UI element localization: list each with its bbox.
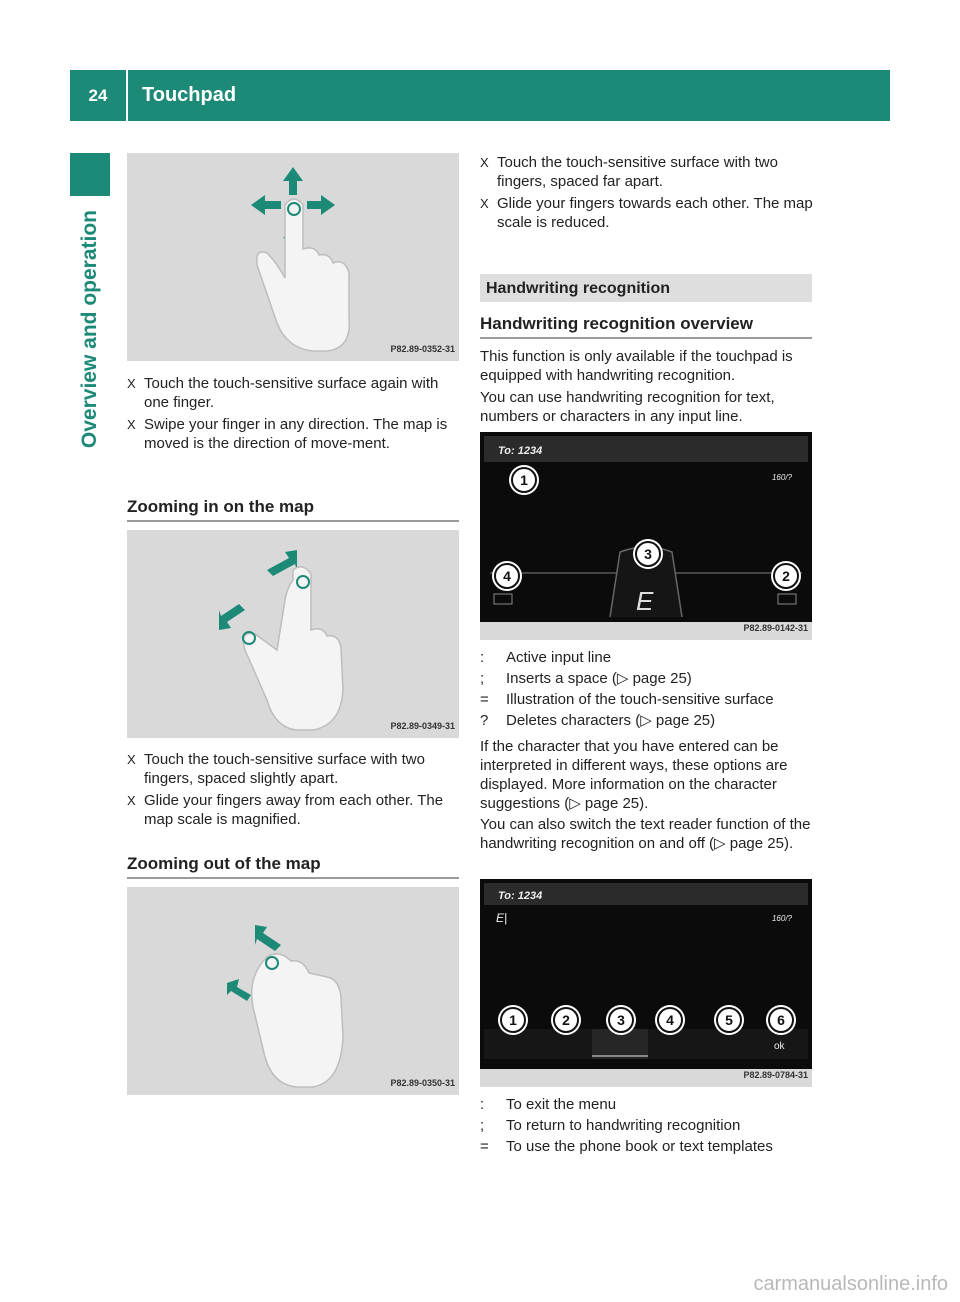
heading-rule <box>127 520 459 522</box>
step-marker: X <box>127 752 136 767</box>
page-header <box>70 70 890 121</box>
legend-marker: : <box>480 1096 485 1113</box>
figure-code: P82.89-0349-31 <box>390 721 455 731</box>
header-divider <box>126 70 128 121</box>
instruction-step <box>127 750 467 788</box>
legend-text: To use the phone book or text templates <box>506 1138 773 1155</box>
callout-4: 4 <box>657 1007 683 1033</box>
spread-fingers-hand-icon <box>127 530 459 738</box>
instruction-step <box>480 153 820 191</box>
legend-item <box>480 1137 820 1156</box>
page-number: 24 <box>88 85 108 105</box>
menu-ok-label: ok <box>774 1041 785 1052</box>
legend-text: To return to handwriting recognition <box>506 1117 741 1134</box>
footer-watermark: carmanualsonline.info <box>753 1273 948 1295</box>
swipe-gesture-illustration <box>127 153 459 361</box>
callout-4: 4 <box>494 563 520 589</box>
legend-marker: ? <box>480 712 489 729</box>
step-marker: X <box>480 155 489 170</box>
step-text: Glide your fingers towards each other. The map scale is reduced. <box>497 195 813 231</box>
zoom-out-gesture-illustration <box>127 887 459 1095</box>
page-title: Touchpad <box>142 84 237 106</box>
section-title-text: Handwriting recognition <box>486 280 670 297</box>
subheading: Handwriting recognition overview <box>480 314 753 333</box>
char-counter: 160/? <box>771 473 792 482</box>
callout-2: 2 <box>553 1007 579 1033</box>
input-line-content: E| <box>496 911 508 925</box>
legend-item <box>480 648 820 667</box>
legend-text: Active input line <box>506 649 612 666</box>
legend-item <box>480 690 820 709</box>
paragraph: This function is only available if the touchpad is equipped with handwriting recognition. <box>480 348 793 384</box>
callout-1: 1 <box>500 1007 526 1033</box>
swipe-hand-icon <box>127 153 459 361</box>
touch-surface-graphic <box>480 432 812 622</box>
side-tab-marker <box>70 153 110 196</box>
paragraph: You can use handwriting recognition for text, numbers or characters in any input line. <box>480 389 775 425</box>
instruction-step <box>127 415 467 453</box>
heading-zoom-out: Zooming out of the map <box>127 854 321 873</box>
figure-code: P82.89-0352-31 <box>390 344 455 354</box>
figure-code: P82.89-0350-31 <box>390 1078 455 1088</box>
figure-code: P82.89-0142-31 <box>743 623 808 633</box>
legend-marker: : <box>480 649 485 666</box>
side-tab-label: Overview and operation <box>78 210 101 449</box>
step-text: Touch the touch-sensitive surface again with one finger. <box>144 375 439 411</box>
callout-2: 2 <box>773 563 799 589</box>
instruction-step <box>127 791 467 829</box>
callout-1: 1 <box>511 467 537 493</box>
section-title <box>480 274 812 302</box>
step-text: Swipe your finger in any direction. The map is moved is the direction of move-ment. <box>144 416 448 452</box>
step-marker: X <box>127 376 136 391</box>
step-text: Touch the touch-sensitive surface with two fingers, spaced far apart. <box>497 154 778 190</box>
paragraph: If the character that you have entered can be interpreted in different ways, these options are displayed. More information on the character suggestions (▷ page 25). <box>480 738 788 812</box>
step-marker: X <box>127 417 136 432</box>
handwriting-menu-illustration <box>480 879 812 1087</box>
legend-marker: ; <box>480 1117 485 1134</box>
side-tab <box>70 210 110 610</box>
callout-6: 6 <box>768 1007 794 1033</box>
legend-text: Illustration of the touch-sensitive surface <box>506 691 774 708</box>
char-counter: 160/? <box>771 914 792 923</box>
callout-3: 3 <box>635 541 661 567</box>
handwritten-glyph: E <box>636 586 654 616</box>
callout-3: 3 <box>608 1007 634 1033</box>
step-text: Glide your fingers away from each other. The map scale is magnified. <box>144 792 444 828</box>
step-marker: X <box>480 196 489 211</box>
legend-text: Inserts a space (▷ page 25) <box>506 670 692 687</box>
legend-marker: = <box>480 1138 489 1155</box>
legend-text: Deletes characters (▷ page 25) <box>506 712 716 729</box>
heading-rule <box>127 877 459 879</box>
legend-marker: = <box>480 691 489 708</box>
zoom-in-gesture-illustration <box>127 530 459 738</box>
instruction-step <box>480 194 820 232</box>
legend-item <box>480 1095 820 1114</box>
step-marker: X <box>127 793 136 808</box>
figure-code: P82.89-0784-31 <box>743 1070 808 1080</box>
legend-item <box>480 1116 820 1135</box>
handwriting-screen-illustration <box>480 432 812 640</box>
heading-zoom-in: Zooming in on the map <box>127 497 314 516</box>
menu-bar-graphic <box>480 879 812 1069</box>
left-column <box>127 153 459 1113</box>
instruction-step <box>127 374 467 412</box>
input-line-text: To: 1234 <box>498 890 543 902</box>
pinch-fingers-hand-icon <box>127 887 459 1095</box>
legend-marker: ; <box>480 670 485 687</box>
input-line-text: To: 1234 <box>498 445 543 457</box>
legend-item <box>480 711 820 730</box>
right-column <box>480 153 812 1163</box>
step-text: Touch the touch-sensitive surface with two fingers, spaced slightly apart. <box>144 751 425 787</box>
legend-item <box>480 669 820 688</box>
legend-text: To exit the menu <box>506 1096 617 1113</box>
paragraph: You can also switch the text reader function of the handwriting recognition on and off (▷ page 25). <box>480 816 811 852</box>
callout-5: 5 <box>716 1007 742 1033</box>
heading-rule <box>480 337 812 339</box>
